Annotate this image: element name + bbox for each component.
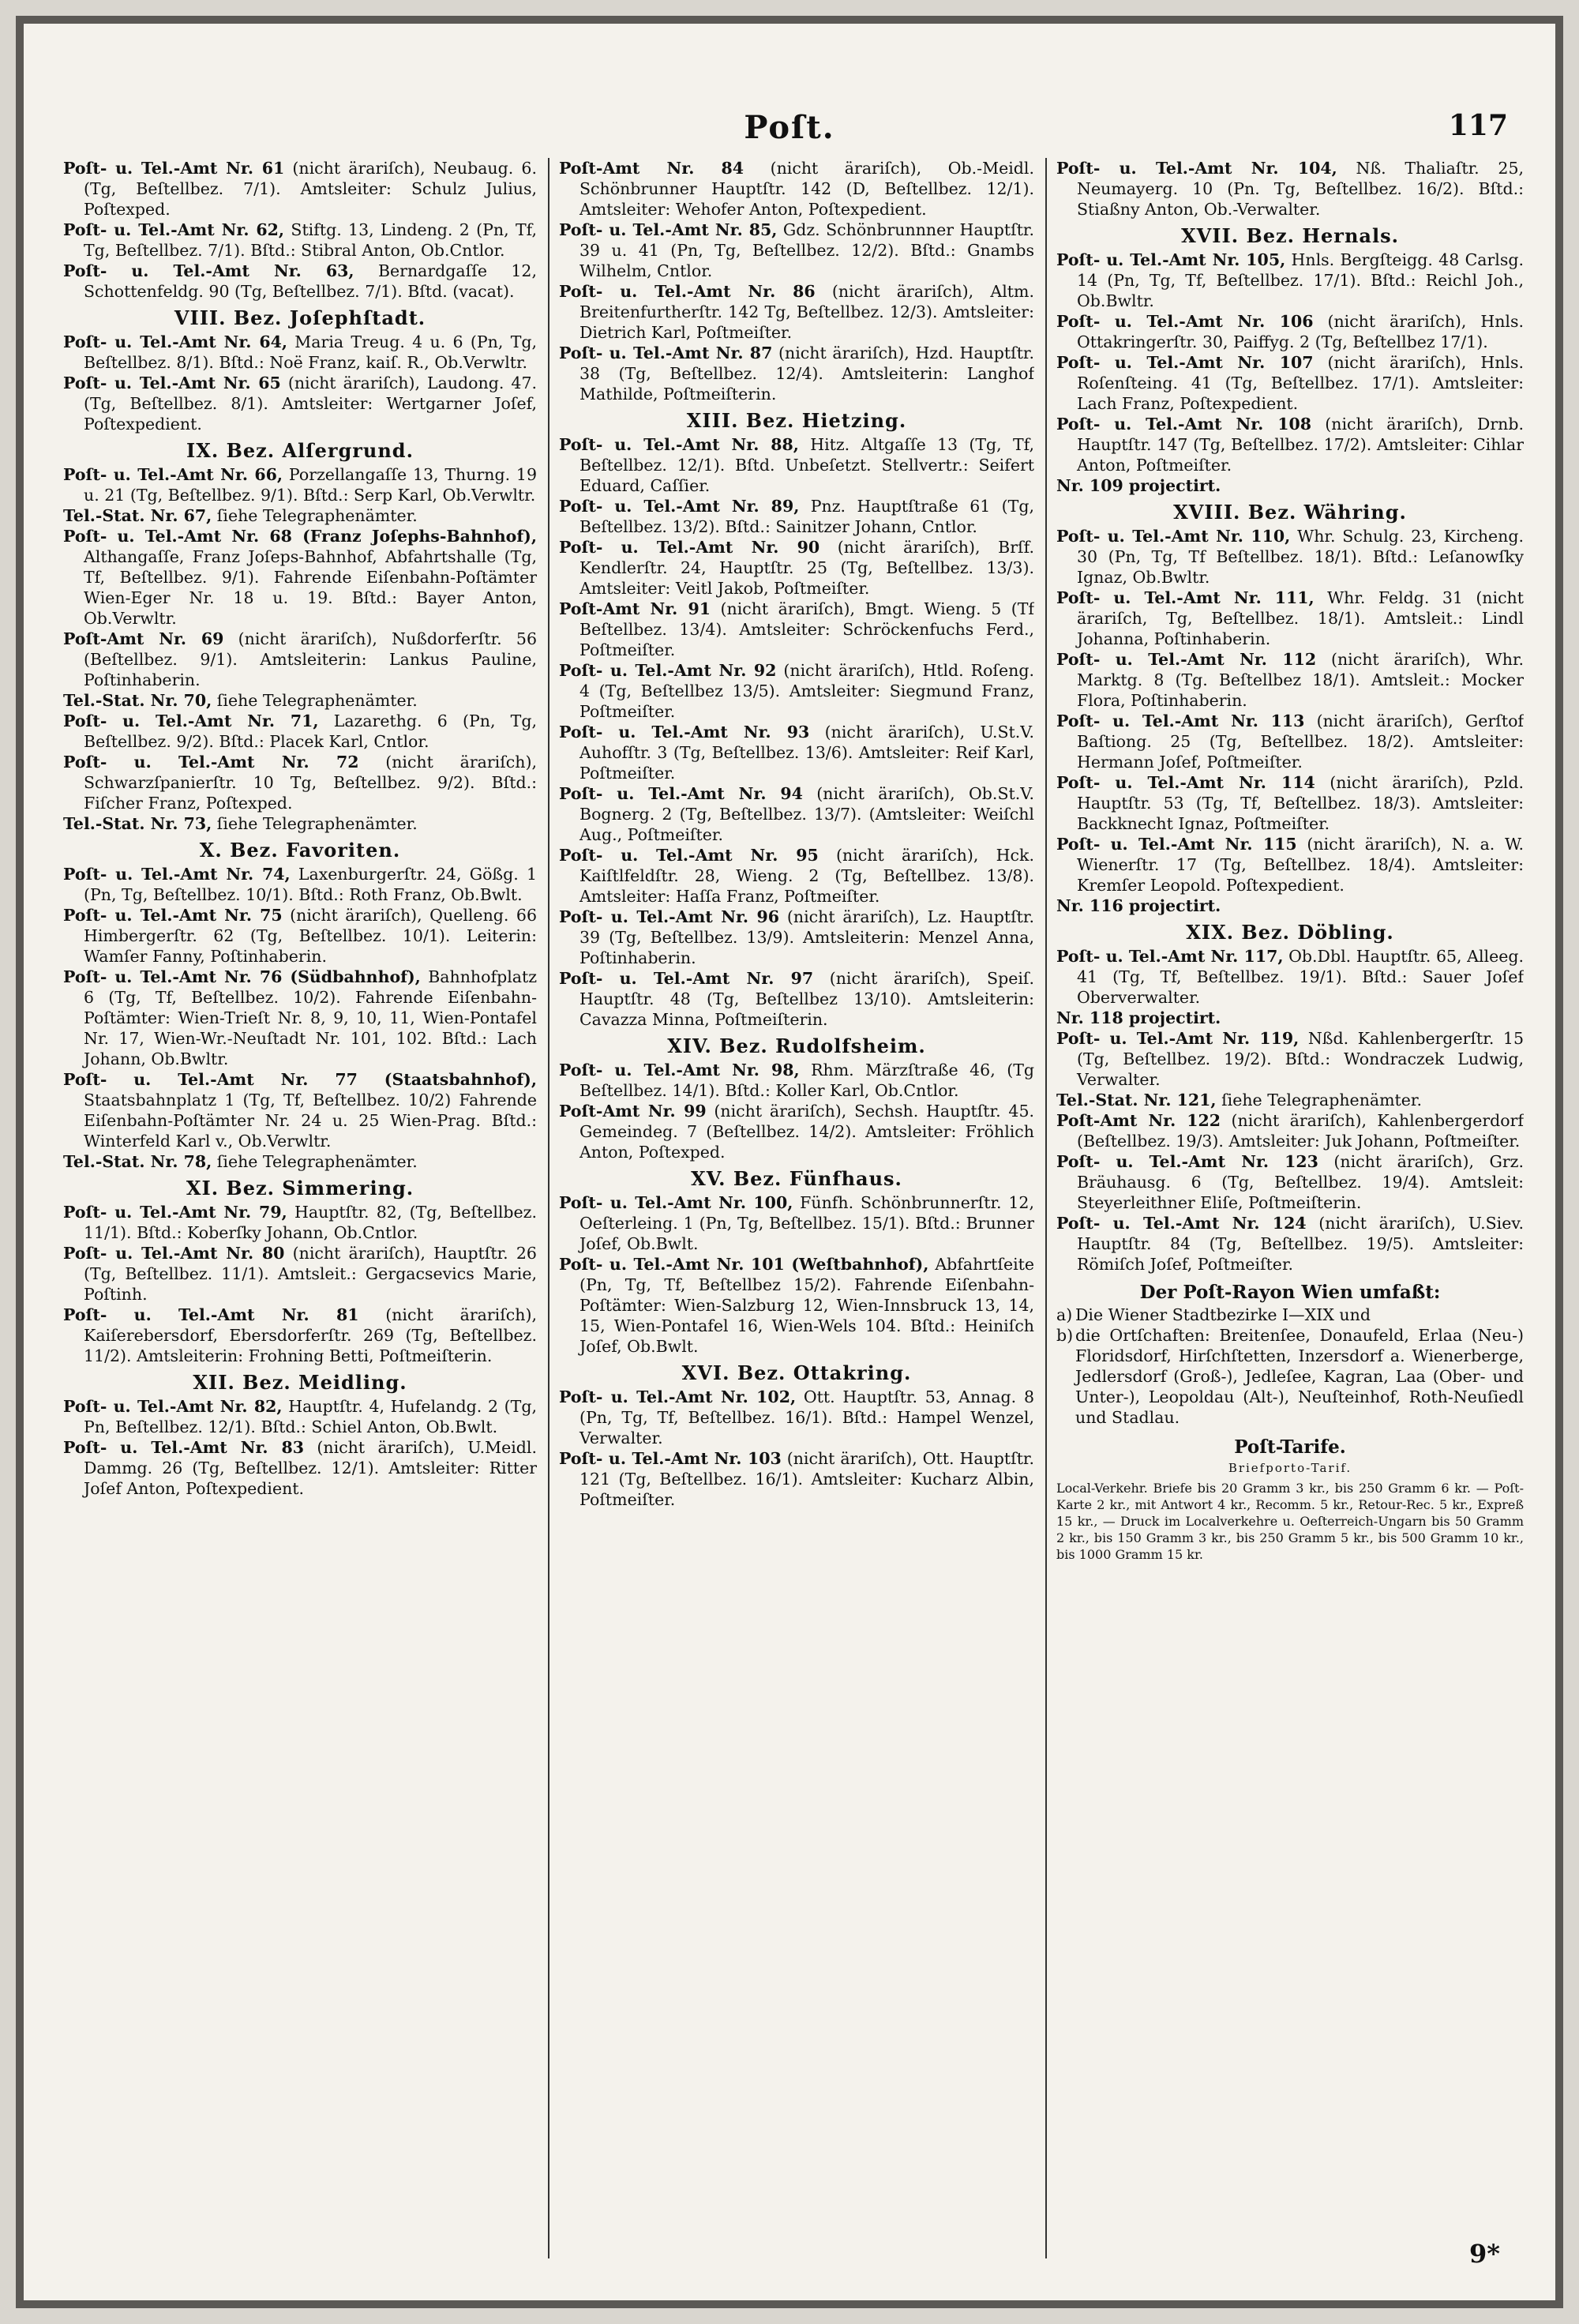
entry-heading: Poſt- u. Tel.-Amt Nr. 90: [559, 538, 820, 557]
entry-heading: Poſt- u. Tel.-Amt Nr. 66,: [63, 465, 283, 484]
entry-details: Ob.Dbl. Hauptſtr. 65, Alleeg. 41 (Tg, Tf, Beſtellbez. 19/1). Bſtd.: Sauer Joſef Oberverwalter.: [1077, 947, 1524, 1007]
directory-entry: [559, 1254, 1034, 1357]
tariff-paragraph: Local-Verkehr. Briefe bis 20 Gramm 3 kr., bis 250 Gramm 6 kr. — Poſt-Karte 2 kr., mit Antwort 4 kr., Recomm. 5 kr., Retour-Rec. 5 kr., Expreß 15 kr., — Druck im Localverkehre u. Oeſterreich-Ungarn bis 50 Gramm 2 kr., bis 150 Gramm 3 kr., bis 250 Gramm 5 kr., bis 500 Gramm 10 kr., bis 1000 Gramm 15 kr.: [1056, 1481, 1524, 1562]
entry-details: ſiehe Telegraphenämter.: [212, 1152, 418, 1171]
directory-entry: [559, 1448, 1034, 1510]
entry-heading: Poſt- u. Tel.-Amt Nr. 119,: [1056, 1029, 1300, 1048]
entry-heading: Poſt- u. Tel.-Amt Nr. 104,: [1056, 159, 1337, 178]
entry-details: Bernardgaſſe 12, Schottenfeldg. 90 (Tg, Beſtellbez. 7/1). Bſtd. (vacat).: [84, 261, 537, 301]
page-title: Poſt.: [744, 109, 835, 146]
district-heading: XVII. Bez. Hernals.: [1181, 224, 1399, 247]
entry-heading: Poſt-Amt Nr. 122: [1056, 1111, 1221, 1130]
directory-entry: [559, 599, 1034, 660]
entry-heading: Poſt- u. Tel.-Amt Nr. 117,: [1056, 947, 1284, 966]
directory-entry: [559, 220, 1034, 281]
entry-heading: Poſt- u. Tel.-Amt Nr. 68 (Franz Joſephs-Bahnhof),: [63, 527, 537, 546]
entry-details: Whr. Schulg. 23, Kircheng. 30 (Pn, Tg, Tf Beſtellbez. 18/1). Bſtd.: Leſanowſky Ignaz, Ob.Bwltr.: [1077, 527, 1524, 587]
entry-heading: Poſt- u. Tel.-Amt Nr. 64,: [63, 332, 287, 351]
entry-details: Nßd. Kahlenbergerſtr. 15 (Tg, Beſtellbez. 19/2). Bſtd.: Wondraczek Ludwig, Verwalter.: [1077, 1029, 1524, 1089]
entry-details: (nicht ärariſch), Hck. Kaiſtlfeldſtr. 28, Wieng. 2 (Tg, Beſtellbez. 13/8). Amtsleiter: Haſſa Franz, Poſtmeiſter.: [579, 846, 1034, 906]
directory-entry: [1056, 414, 1524, 475]
entry-heading: Poſt- u. Tel.-Amt Nr. 97: [559, 969, 814, 988]
directory-entry: [63, 864, 537, 905]
district-heading: IX. Bez. Alſergrund.: [186, 439, 414, 462]
district-heading: XVI. Bez. Ottakring.: [681, 1361, 912, 1384]
entry-heading: Poſt- u. Tel.-Amt Nr. 75: [63, 906, 283, 925]
directory-entry: [1056, 834, 1524, 895]
entry-details: (nicht ärariſch), U.Siev. Hauptſtr. 84 (Tg, Beſtellbez. 19/5). Amtsleiter: Römiſch Joſef, Poſtmeiſter.: [1077, 1214, 1524, 1274]
directory-entry: [63, 373, 537, 434]
entry-details: (nicht ärariſch), Whr. Marktg. 8 (Tg. Beſtellbez 18/1). Amtsleit.: Mocker Flora, Poſtinhaberin.: [1077, 650, 1524, 710]
district-heading: XII. Bez. Meidling.: [193, 1371, 407, 1394]
district-heading: X. Bez. Favoriten.: [199, 839, 401, 862]
entry-details: Maria Treug. 4 u. 6 (Pn, Tg, Beſtellbez. 8/1). Bſtd.: Noë Franz, kaiſ. R., Ob.Verwltr.: [84, 332, 537, 372]
directory-entry: [63, 261, 537, 302]
directory-entry: [1056, 1090, 1524, 1110]
entry-heading: Poſt- u. Tel.-Amt Nr. 88,: [559, 435, 799, 454]
entry-details: (nicht ärariſch), U.St.V. Auhofſtr. 3 (Tg, Beſtellbez. 13/6). Amtsleiter: Reif Karl, Poſtmeiſter.: [579, 723, 1034, 783]
entry-heading: Poſt-Amt Nr. 99: [559, 1102, 707, 1121]
directory-entry: [559, 434, 1034, 496]
entry-heading: Poſt- u. Tel.-Amt Nr. 102,: [559, 1387, 797, 1406]
printer-signature-mark: 9*: [1469, 2239, 1500, 2269]
directory-entry: [63, 1069, 537, 1151]
entry-details: (nicht ärariſch), Laudong. 47. (Tg, Beſtellbez. 8/1). Amtsleiter: Wertgarner Joſef, Poſtexpedient.: [84, 374, 537, 434]
directory-entry: [559, 537, 1034, 599]
entry-heading: Poſt- u. Tel.-Amt Nr. 79,: [63, 1203, 287, 1222]
entry-details: Laxenburgerſtr. 24, Gößg. 1 (Pn, Tg, Beſtellbez. 10/1). Bſtd.: Roth Franz, Ob.Bwlt.: [84, 865, 537, 904]
entry-heading: Poſt- u. Tel.-Amt Nr. 92: [559, 661, 777, 680]
entry-details: (nicht ärariſch), N. a. W. Wienerſtr. 17 (Tg, Beſtellbez. 18/4). Amtsleiter: Kremſer Leopold. Poſtexpedient.: [1077, 835, 1524, 895]
entry-details: Althangaſſe, Franz Joſeps-Bahnhof, Abfahrtshalle (Tg, Tf, Beſtellbez. 9/1). Fahrende Eiſenbahn-Poſtämter Wien-Eger Nr. 18 u. 19. Bſtd.: Bayer Anton, Ob.Verwltr.: [84, 547, 537, 628]
directory-entry: [63, 505, 537, 526]
entry-details: (nicht ärariſch), Pzld. Hauptſtr. 53 (Tg, Tf, Beſtellbez. 18/3). Amtsleiter: Backknecht Ignaz, Poſtmeiſter.: [1077, 773, 1524, 833]
district-heading: VIII. Bez. Joſephſtadt.: [174, 306, 426, 329]
directory-entry: [63, 629, 537, 690]
entry-heading: Poſt-Amt Nr. 84: [559, 159, 744, 178]
entry-details: (nicht ärariſch), Drnb. Hauptſtr. 147 (Tg, Beſtellbez. 17/2). Amtsleiter: Cihlar Anton, Poſtmeiſter.: [1077, 415, 1524, 475]
column-1: [63, 158, 537, 2258]
district-heading: XIX. Bez. Döbling.: [1186, 921, 1394, 944]
column-divider: [1045, 158, 1047, 2258]
page-header: [24, 109, 1555, 164]
entry-details: (nicht ärariſch), Speiſ. Hauptſtr. 48 (Tg, Beſtellbez 13/10). Amtsleiterin: Cavazza Minna, Poſtmeiſterin.: [579, 969, 1034, 1029]
directory-entry: [63, 690, 537, 711]
entry-details: Ott. Hauptſtr. 53, Annag. 8 (Pn, Tg, Tf, Beſtellbez. 16/1). Bſtd.: Hampel Wenzel, Verwalter.: [579, 1387, 1034, 1447]
district-heading: XVIII. Bez. Währing.: [1173, 501, 1407, 524]
entry-details: Rhm. Märzſtraße 46, (Tg Beſtellbez. 14/1). Bſtd.: Koller Karl, Ob.Cntlor.: [579, 1061, 1034, 1100]
entry-details: Nß. Thaliaſtr. 25, Neumayerg. 10 (Pn. Tg, Beſtellbez. 16/2). Bſtd.: Stiaßny Anton, Ob.-Verwalter.: [1077, 159, 1524, 219]
entry-details: Stiftg. 13, Lindeng. 2 (Pn, Tf, Tg, Beſtellbez. 7/1). Bſtd.: Stibral Anton, Ob.Cntlor.: [84, 220, 537, 260]
entry-details: (nicht ärariſch), Schwarzſpanierſtr. 10 Tg, Beſtellbez. 9/2). Bſtd.: Fiſcher Franz, Poſtexped.: [84, 753, 537, 813]
district-heading: XI. Bez. Simmering.: [186, 1177, 414, 1200]
directory-entry: [559, 968, 1034, 1030]
entry-heading: Poſt- u. Tel.-Amt Nr. 103: [559, 1449, 782, 1468]
entry-heading: Poſt- u. Tel.-Amt Nr. 65: [63, 374, 281, 392]
entry-details: (nicht ärariſch), Kahlenbergerdorf (Beſtellbez. 19/3). Amtsleiter: Juk Johann, Poſtmeiſter.: [1077, 1111, 1524, 1151]
entry-details: (nicht ärariſch), Sechsh. Hauptſtr. 45. Gemeindeg. 7 (Beſtellbez. 14/2). Amtsleiter: Fröhlich Anton, Poſtexped.: [579, 1102, 1034, 1162]
entry-heading: Poſt- u. Tel.-Amt Nr. 108: [1056, 415, 1312, 434]
entry-details: (nicht ärariſch), Ob.St.V. Bognerg. 2 (Tg, Beſtellbez. 13/7). (Amtsleiter: Weiſchl Aug., Poſtmeiſter.: [579, 784, 1034, 844]
entry-details: (nicht ärariſch), Quelleng. 66 Himbergerſtr. 62 (Tg, Beſtellbez. 10/1). Leiterin: Wamſer Fanny, Poſtinhaberin.: [84, 906, 537, 966]
directory-entry: [63, 464, 537, 505]
entry-details: ſiehe Telegraphenämter.: [1216, 1091, 1422, 1109]
directory-entry: [559, 722, 1034, 783]
entry-heading: Poſt- u. Tel.-Amt Nr. 81: [63, 1305, 359, 1324]
directory-entry: [559, 1060, 1034, 1101]
directory-entry: [63, 526, 537, 629]
entry-details: Staatsbahnplatz 1 (Tg, Tf, Beſtellbez. 10/2) Fahrende Eiſenbahn-Poſtämter Nr. 24 u. 25 Wien-Prag. Bſtd.: Winterfeld Karl v., Ob.Verwltr.: [84, 1091, 537, 1151]
entry-heading: Poſt- u. Tel.-Amt Nr. 77 (Staatsbahnhof),: [63, 1070, 537, 1089]
postal-area-text: die Ortſchaften: Breitenſee, Donaufeld, Erlaa (Neu-) Floridsdorf, Hirſchſtetten, Inzersdorf a. Wienerberge, Jedlersdorf (Groß-), Jedleſee, Kagran, Laa (Ober- und Unter-), Leopoldau (Alt-), Neuſteinhof, Roth-Neuſiedl und Stadlau.: [1075, 1326, 1524, 1427]
entry-details: (nicht ärariſch), Kaiſerebersdorf, Ebersdorferſtr. 269 (Tg, Beſtellbez. 11/2). Amtsleiterin: Frohning Betti, Poſtmeiſterin.: [84, 1305, 537, 1365]
entry-details: Hnls. Bergſteigg. 48 Carlsg. 14 (Pn, Tg, Tf, Beſtellbez. 17/1). Bſtd.: Reichl Joh., Ob.Bwltr.: [1077, 250, 1524, 310]
entry-details: Bahnhofplatz 6 (Tg, Tf, Beſtellbez. 10/2). Fahrende Eiſenbahn-Poſtämter: Wien-Trieſt Nr. 8, 9, 10, 11, Wien-Pontafel Nr. 17, Wien-Wr.-Neuſtadt Nr. 101, 102. Bſtd.: Lach Johann, Ob.Bwltr.: [84, 967, 537, 1068]
entry-details: Pnz. Hauptſtraße 61 (Tg, Beſtellbez. 13/2). Bſtd.: Sainitzer Johann, Cntlor.: [579, 497, 1034, 536]
entry-heading: Poſt- u. Tel.-Amt Nr. 86: [559, 282, 816, 301]
directory-entry: [559, 783, 1034, 845]
directory-entry: [63, 711, 537, 752]
postal-area-item: [1056, 1305, 1524, 1325]
entry-heading: Poſt- u. Tel.-Amt Nr. 100,: [559, 1193, 793, 1212]
entry-heading: Tel.-Stat. Nr. 78,: [63, 1152, 212, 1171]
entry-details: (nicht ärariſch), Ob.-Meidl. Schönbrunner Hauptſtr. 142 (D, Beſtellbez. 12/1). Amtsleiter: Wehofer Anton, Poſtexpedient.: [579, 159, 1034, 219]
entry-details: (nicht ärariſch), Lz. Hauptſtr. 39 (Tg, Beſtellbez. 13/9). Amtsleiterin: Menzel Anna, Poſtinhaberin.: [579, 907, 1034, 967]
directory-entry: [1056, 895, 1524, 916]
list-marker: a): [1056, 1305, 1073, 1324]
directory-entry: [1056, 1028, 1524, 1090]
directory-entry: [63, 813, 537, 834]
entry-heading: Poſt- u. Tel.-Amt Nr. 110,: [1056, 527, 1291, 546]
entry-heading: Poſt- u. Tel.-Amt Nr. 72: [63, 753, 359, 772]
entry-heading: Poſt- u. Tel.-Amt Nr. 94: [559, 784, 803, 803]
entry-heading: Poſt- u. Tel.-Amt Nr. 83: [63, 1438, 305, 1457]
directory-entry: [63, 1243, 537, 1305]
entry-details: Fünfh. Schönbrunnerſtr. 12, Oeſterleing. 1 (Pn, Tg, Beſtellbez. 15/1). Bſtd.: Brunner Joſef, Ob.Bwlt.: [579, 1193, 1034, 1253]
postal-area-item: [1056, 1325, 1524, 1428]
directory-entry: [63, 1437, 537, 1499]
entry-heading: Poſt- u. Tel.-Amt Nr. 123: [1056, 1152, 1318, 1171]
entry-details: Lazarethg. 6 (Pn, Tg, Beſtellbez. 9/2). Bſtd.: Placek Karl, Cntlor.: [84, 711, 537, 751]
district-heading: XIII. Bez. Hietzing.: [686, 409, 907, 432]
entry-details: Porzellangaſſe 13, Thurng. 19 u. 21 (Tg, Beſtellbez. 9/1). Bſtd.: Serp Karl, Ob.Verwltr.: [84, 465, 537, 505]
directory-entry: [559, 496, 1034, 537]
entry-details: (nicht ärariſch), Hnls. Roſenſteing. 41 (Tg, Beſtellbez. 17/1). Amtsleiter: Lach Franz, Poſtexpedient.: [1077, 353, 1524, 413]
entry-details: Whr. Feldg. 31 (nicht ärariſch, Tg, Beſtellbez. 18/1). Amtsleit.: Lindl Johanna, Poſtinhaberin.: [1077, 588, 1524, 648]
list-marker: b): [1056, 1326, 1074, 1345]
entry-heading: Poſt- u. Tel.-Amt Nr. 107: [1056, 353, 1314, 372]
entry-details: Hauptſtr. 4, Hufelandg. 2 (Tg, Pn, Beſtellbez. 12/1). Bſtd.: Schiel Anton, Ob.Bwlt.: [84, 1397, 537, 1436]
entry-details: (nicht ärariſch), Altm. Breitenfurtherſtr. 142 Tg, Beſtellbez. 12/3). Amtsleiter: Dietrich Karl, Poſtmeiſter.: [579, 282, 1034, 342]
directory-entry: [1056, 1110, 1524, 1151]
entry-heading: Poſt- u. Tel.-Amt Nr. 105,: [1056, 250, 1286, 269]
directory-entry: [63, 1202, 537, 1243]
directory-entry: [559, 660, 1034, 722]
entry-heading: Poſt-Amt Nr. 69: [63, 629, 224, 648]
entry-details: ſiehe Telegraphenämter.: [212, 814, 418, 833]
directory-entry: [559, 343, 1034, 404]
entry-details: (nicht ärariſch), Hnls. Ottakringerſtr. 30, Paiffyg. 2 (Tg, Beſtellbez 17/1).: [1077, 312, 1524, 351]
column-2: [559, 158, 1034, 2258]
entry-details: (nicht ärariſch), Neubaug. 6. (Tg, Beſtellbez. 7/1). Amtsleiter: Schulz Julius, Poſtexped.: [84, 159, 537, 219]
entry-heading: Poſt- u. Tel.-Amt Nr. 76 (Südbahnhof),: [63, 967, 421, 986]
directory-entry: [63, 967, 537, 1069]
directory-entry: [1056, 526, 1524, 588]
entry-heading: Poſt- u. Tel.-Amt Nr. 111,: [1056, 588, 1315, 607]
entry-heading: Poſt- u. Tel.-Amt Nr. 82,: [63, 1397, 283, 1416]
entry-details: (nicht ärariſch), Ott. Hauptſtr. 121 (Tg, Beſtellbez. 16/1). Amtsleiter: Kucharz Albin, Poſtmeiſter.: [579, 1449, 1034, 1509]
district-heading: XIV. Bez. Rudolfsheim.: [667, 1034, 926, 1057]
entry-heading: Tel.-Stat. Nr. 67,: [63, 506, 212, 525]
entry-heading: Poſt- u. Tel.-Amt Nr. 93: [559, 723, 810, 742]
entry-details: (nicht ärariſch), U.Meidl. Dammg. 26 (Tg, Beſtellbez. 12/1). Amtsleiter: Ritter Joſef Anton, Poſtexpedient.: [84, 1438, 537, 1498]
directory-entry: [63, 1151, 537, 1172]
entry-heading: Tel.-Stat. Nr. 70,: [63, 691, 212, 710]
entry-heading: Poſt- u. Tel.-Amt Nr. 85,: [559, 220, 778, 239]
entry-heading: Poſt- u. Tel.-Amt Nr. 101 (Weſtbahnhof),: [559, 1255, 929, 1274]
tariff-subheading: Briefporto-Tarif.: [1228, 1461, 1352, 1475]
directory-entry: [559, 158, 1034, 220]
directory-entry: [1056, 158, 1524, 220]
postal-area-heading: Der Poſt-Rayon Wien umfaßt:: [1139, 1282, 1441, 1303]
entry-heading: Poſt- u. Tel.-Amt Nr. 113: [1056, 711, 1305, 730]
tariff-heading: Poſt-Tarife.: [1234, 1436, 1346, 1458]
entry-details: (nicht ärariſch), Gerſtof Baſtiong. 25 (Tg, Beſtellbez. 18/2). Amtsleiter: Hermann Joſef, Poſtmeiſter.: [1077, 711, 1524, 772]
entry-heading: Poſt-Amt Nr. 91: [559, 599, 711, 618]
directory-entry: [1056, 250, 1524, 311]
entry-heading: Poſt- u. Tel.-Amt Nr. 112: [1056, 650, 1317, 669]
directory-entry: [63, 905, 537, 967]
entry-heading: Poſt- u. Tel.-Amt Nr. 114: [1056, 773, 1315, 792]
directory-entry: [1056, 1151, 1524, 1213]
directory-entry: [63, 158, 537, 220]
entry-heading: Nr. 116 projectirt.: [1056, 896, 1221, 915]
entry-heading: Poſt- u. Tel.-Amt Nr. 62,: [63, 220, 285, 239]
entry-details: (nicht ärariſch), Hzd. Hauptſtr. 38 (Tg, Beſtellbez. 12/4). Amtsleiterin: Langhof Mathilde, Poſtmeiſterin.: [579, 344, 1034, 404]
directory-entry: [1056, 649, 1524, 711]
entry-heading: Poſt- u. Tel.-Amt Nr. 96: [559, 907, 780, 926]
directory-entry: [63, 752, 537, 813]
entry-heading: Poſt- u. Tel.-Amt Nr. 89,: [559, 497, 800, 516]
entry-details: Abfahrtſeite (Pn, Tg, Tf, Beſtellbez 15/2). Fahrende Eiſenbahn-Poſtämter: Wien-Salzburg 12, Wien-Innsbruck 13, 14, 15, Wien-Pontafel 16, Wien-Wels 104. Bſtd.: Heiniſch Joſef, Ob.Bwlt.: [579, 1255, 1034, 1356]
directory-page: [16, 16, 1563, 2308]
entry-heading: Tel.-Stat. Nr. 73,: [63, 814, 212, 833]
entry-heading: Poſt- u. Tel.-Amt Nr. 74,: [63, 865, 291, 884]
directory-entry: [1056, 1008, 1524, 1028]
entry-details: (nicht ärariſch), Htld. Roſeng. 4 (Tg, Beſtellbez 13/5). Amtsleiter: Siegmund Franz, Poſtmeiſter.: [579, 661, 1034, 721]
entry-heading: Nr. 109 projectirt.: [1056, 476, 1221, 495]
entry-heading: Poſt- u. Tel.-Amt Nr. 71,: [63, 711, 319, 730]
entry-details: (nicht ärariſch), Nußdorferſtr. 56 (Beſtellbez. 9/1). Amtsleiterin: Lankus Pauline, Poſtinhaberin.: [84, 629, 537, 689]
entry-heading: Poſt- u. Tel.-Amt Nr. 106: [1056, 312, 1314, 331]
column-divider: [548, 158, 549, 2258]
text-columns: [63, 158, 1524, 2258]
entry-heading: Poſt- u. Tel.-Amt Nr. 80: [63, 1244, 285, 1263]
entry-details: (nicht ärariſch), Hauptſtr. 26 (Tg, Beſtellbez. 11/1). Amtsleit.: Gergacsevics Marie, Poſtinh.: [84, 1244, 537, 1304]
entry-heading: Poſt- u. Tel.-Amt Nr. 95: [559, 846, 819, 865]
directory-entry: [559, 1101, 1034, 1162]
directory-entry: [63, 1396, 537, 1437]
directory-entry: [1056, 311, 1524, 352]
directory-entry: [1056, 711, 1524, 772]
directory-entry: [63, 332, 537, 373]
entry-heading: Poſt- u. Tel.-Amt Nr. 61: [63, 159, 285, 178]
entry-heading: Poſt- u. Tel.-Amt Nr. 124: [1056, 1214, 1307, 1233]
entry-details: Gdz. Schönbrunnner Hauptſtr. 39 u. 41 (Pn, Tg, Beſtellbez. 12/2). Bſtd.: Gnambs Wilhelm, Cntlor.: [579, 220, 1034, 280]
entry-heading: Poſt- u. Tel.-Amt Nr. 115: [1056, 835, 1297, 854]
entry-details: ſiehe Telegraphenämter.: [212, 506, 418, 525]
directory-entry: [1056, 475, 1524, 496]
page-number: 117: [1448, 109, 1508, 142]
entry-heading: Poſt- u. Tel.-Amt Nr. 98,: [559, 1061, 800, 1079]
directory-entry: [559, 281, 1034, 343]
entry-heading: Tel.-Stat. Nr. 121,: [1056, 1091, 1217, 1109]
directory-entry: [559, 907, 1034, 968]
entry-details: (nicht ärariſch), Bmgt. Wieng. 5 (Tf Beſtellbez. 13/4). Amtsleiter: Schröckenfuchs Ferd., Poſtmeiſter.: [579, 599, 1034, 659]
entry-heading: Poſt- u. Tel.-Amt Nr. 87: [559, 344, 773, 362]
column-3: [1056, 158, 1524, 2258]
entry-details: (nicht ärariſch), Grz. Bräuhausg. 6 (Tg, Beſtellbez. 19/4). Amtsleit: Steyerleithner Eliſe, Poſtmeiſterin.: [1077, 1152, 1524, 1212]
directory-entry: [1056, 352, 1524, 414]
directory-entry: [1056, 588, 1524, 649]
directory-entry: [1056, 1213, 1524, 1275]
entry-details: Hauptſtr. 82, (Tg, Beſtellbez. 11/1). Bſtd.: Koberſky Johann, Ob.Cntlor.: [84, 1203, 537, 1242]
directory-entry: [63, 1305, 537, 1366]
entry-details: (nicht ärariſch), Brſf. Kendlerſtr. 24, Hauptſtr. 25 (Tg, Beſtellbez. 13/3). Amtsleiter: Veitl Jakob, Poſtmeiſter.: [579, 538, 1034, 598]
directory-entry: [559, 1192, 1034, 1254]
entry-details: Hitz. Altgaſſe 13 (Tg, Tf, Beſtellbez. 12/1). Bſtd. Unbeſetzt. Stellvertr.: Seifert Eduard, Caſſier.: [579, 435, 1034, 495]
entry-heading: Poſt- u. Tel.-Amt Nr. 63,: [63, 261, 354, 280]
directory-entry: [63, 220, 537, 261]
directory-entry: [1056, 772, 1524, 834]
directory-entry: [559, 1387, 1034, 1448]
entry-heading: Nr. 118 projectirt.: [1056, 1008, 1221, 1027]
directory-entry: [1056, 946, 1524, 1008]
directory-entry: [559, 845, 1034, 907]
entry-details: ſiehe Telegraphenämter.: [212, 691, 418, 710]
district-heading: XV. Bez. Fünfhaus.: [691, 1167, 902, 1190]
postal-area-text: Die Wiener Stadtbezirke I—XIX und: [1075, 1305, 1371, 1324]
